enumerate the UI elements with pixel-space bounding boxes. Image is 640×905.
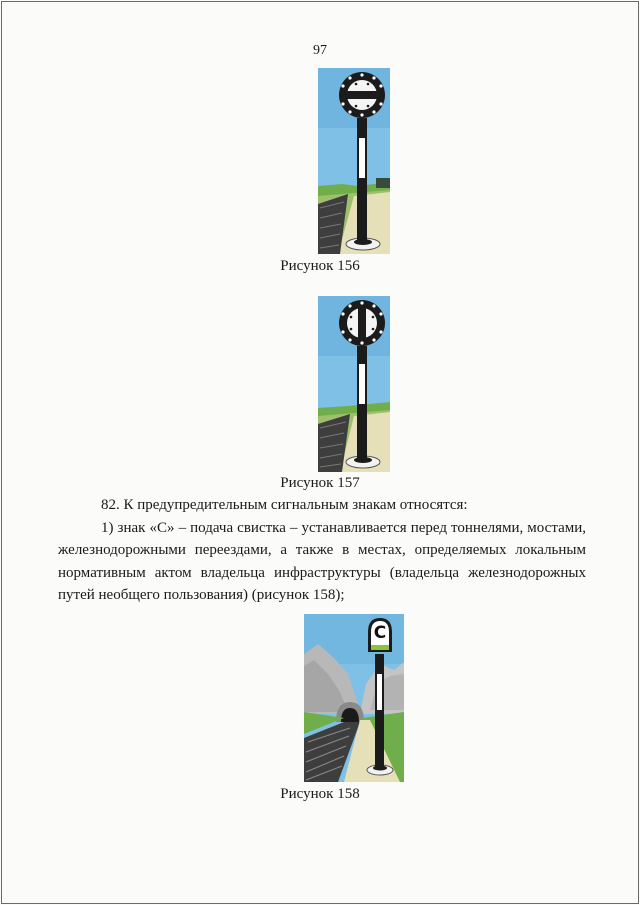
item-1: 1) знак «С» – подача свистка – устанавливается перед тоннелями, мостами, железнодорожными переездами, а также в местах, определяемых локальным нормативным актом владельца инфраструктуры (владельца железнодорожных путей необщего пользования) (рисунок 158); xyxy=(58,519,586,603)
page-number: 97 xyxy=(313,43,327,58)
round-sign-horizontal-bar-icon xyxy=(318,68,390,254)
sign-letter-c: С xyxy=(373,623,387,643)
caption-158: Рисунок 158 xyxy=(280,786,360,802)
body-text xyxy=(58,494,586,607)
section-heading: 82. К предупредительным сигнальным знакам относятся: xyxy=(101,497,468,513)
round-sign-vertical-bar-icon xyxy=(318,296,390,472)
figure-156 xyxy=(318,68,390,254)
caption-157: Рисунок 157 xyxy=(280,475,360,491)
figure-158 xyxy=(304,614,404,782)
caption-156: Рисунок 156 xyxy=(280,258,360,274)
figure-157 xyxy=(318,296,390,472)
